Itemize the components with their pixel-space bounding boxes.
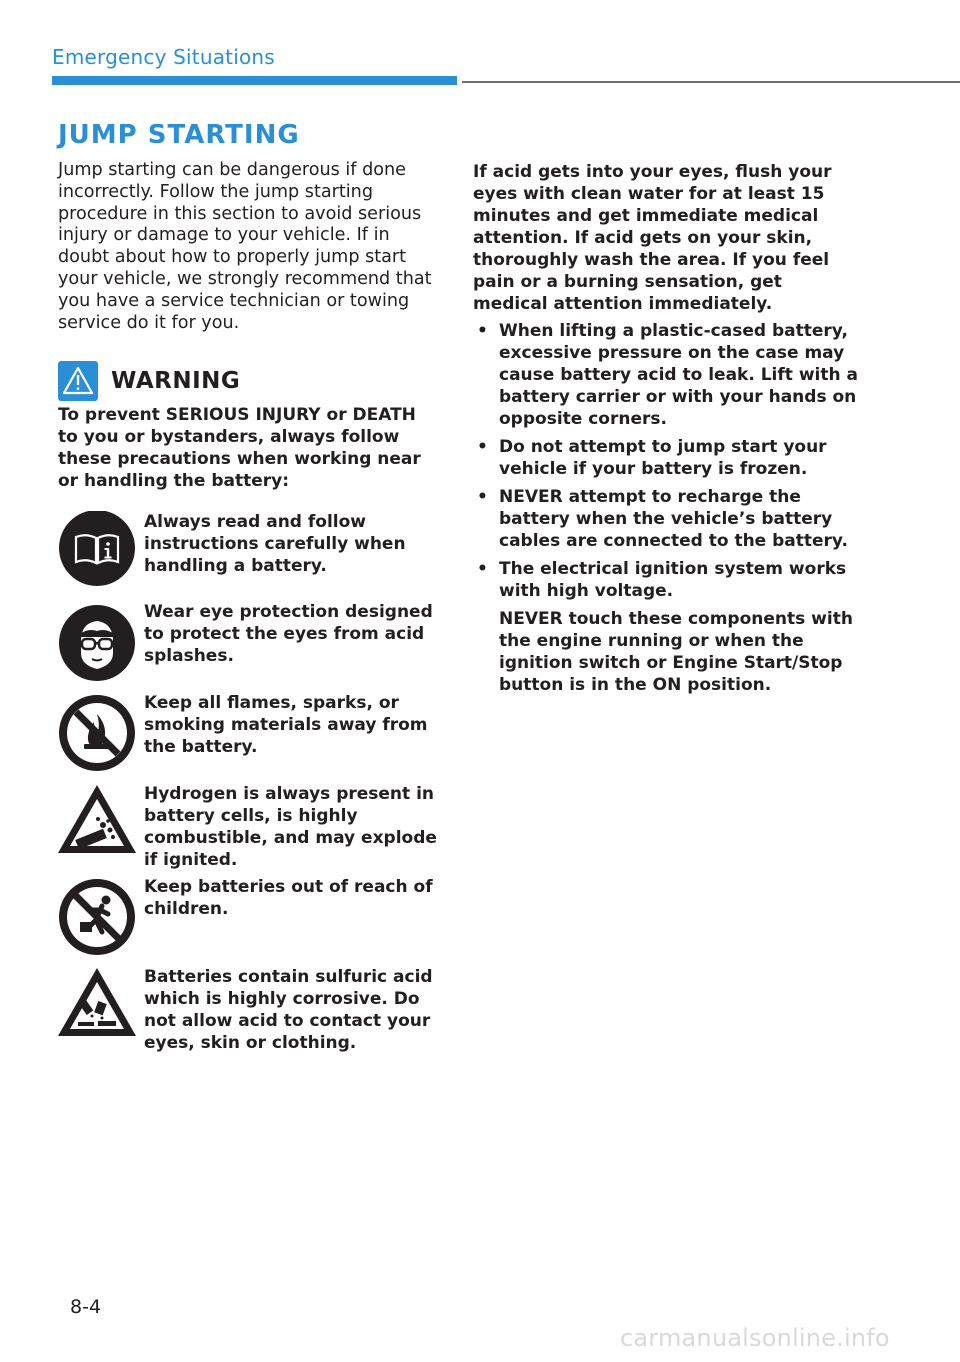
list-item-text: Do not attempt to jump start your vehicle if your battery is frozen.	[499, 437, 827, 479]
page-number: 8-4	[70, 1296, 102, 1318]
precaution-list	[473, 320, 858, 702]
list-item	[473, 320, 858, 430]
warning-triangle-icon	[58, 361, 98, 401]
bullet-icon: •	[477, 559, 488, 579]
list-item	[473, 486, 858, 552]
watermark: carmanualsonline.info	[620, 1324, 890, 1352]
eye-protection-icon	[58, 601, 138, 681]
warning-text: To prevent SERIOUS INJURY or DEATH to you or bystanders, always follow these precautions when working near or handling the battery:	[58, 405, 421, 491]
warning-header	[58, 361, 240, 401]
bullet-icon: •	[477, 437, 488, 457]
list-item-text: When lifting a plastic-cased battery, excessive pressure on the case may cause battery acid to leak. Lift with a battery carrier or with your hands on opposite corners.	[499, 321, 858, 429]
acid-first-aid-paragraph: If acid gets into your eyes, flush your eyes with clean water for at least 15 minutes and get immediate medical attention. If acid gets on your skin, thoroughly wash the area. If you feel pain or a burning sensation, get medical attention immediately.	[473, 162, 832, 314]
section-title: JUMP STARTING	[58, 120, 300, 150]
hazard-item	[58, 601, 438, 691]
hazard-text: Wear eye protection designed to protect the eyes from acid splashes.	[144, 602, 433, 666]
no-flames-icon	[58, 692, 138, 772]
hazard-item	[58, 966, 438, 1056]
manual-info-icon	[58, 511, 138, 591]
list-item-text: NEVER attempt to recharge the battery when the vehicle’s battery cables are connected to the battery.	[499, 487, 848, 551]
corrosive-warning-icon	[58, 966, 138, 1046]
header-accent-bar	[52, 76, 457, 85]
hazard-item	[58, 511, 438, 601]
list-item-text: The electrical ignition system works with high voltage.	[499, 559, 847, 601]
list-item-subtext: NEVER touch these components with the engine running or when the ignition switch or Engine Start/Stop button is in the ON position.	[499, 609, 853, 695]
hazard-text: Always read and follow instructions carefully when handling a battery.	[144, 512, 406, 576]
list-item	[473, 558, 858, 696]
header-rule	[462, 81, 960, 83]
header-section-title: Emergency Situations	[52, 45, 275, 69]
explosion-warning-icon	[58, 783, 138, 863]
hazard-item	[58, 692, 438, 782]
bullet-icon: •	[477, 487, 488, 507]
hazard-text: Keep all flames, sparks, or smoking materials away from the battery.	[144, 693, 428, 757]
hazard-text: Batteries contain sulfuric acid which is highly corrosive. Do not allow acid to contact your eyes, skin or clothing.	[144, 967, 433, 1053]
hazard-item	[58, 783, 438, 873]
hazard-text: Keep batteries out of reach of children.	[144, 877, 433, 919]
hazard-item	[58, 876, 438, 966]
warning-label: WARNING	[111, 368, 241, 394]
list-item	[473, 436, 858, 480]
intro-paragraph: Jump starting can be dangerous if done incorrectly. Follow the jump starting procedure in this section to avoid serious injury or damage to your vehicle. If in doubt about how to properly jump start your vehicle, we strongly recommend that you have a service technician or towing service do it for you.	[58, 160, 432, 333]
keep-away-children-icon	[58, 876, 138, 956]
bullet-icon: •	[477, 321, 488, 341]
hazard-text: Hydrogen is always present in battery cells, is highly combustible, and may explode if ignited.	[144, 784, 437, 870]
